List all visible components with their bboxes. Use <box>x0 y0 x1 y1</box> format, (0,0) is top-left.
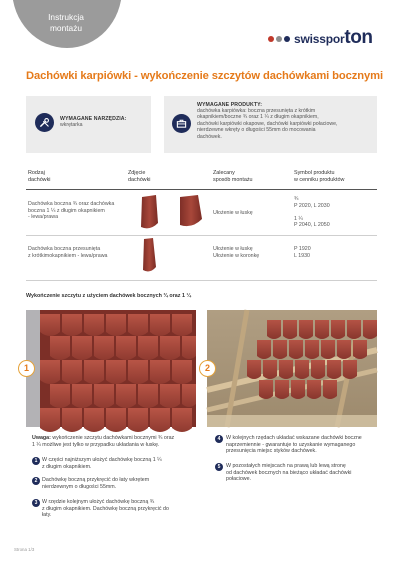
table-header-photo <box>128 170 150 183</box>
logo-text-part1: swisspor <box>294 32 345 46</box>
logo-text-part2: ton <box>344 27 373 48</box>
step-3-line-1: W rzędzie kolejnym ułożyć dachówkę boczną ¾ <box>42 499 155 505</box>
th-photo-line1: Zdjęcie <box>128 170 146 176</box>
step-2-text <box>42 477 149 490</box>
r1-type-line2: boczna 1 ¼ z długim okapnikiem <box>28 207 105 214</box>
table-row-2-method <box>213 246 259 259</box>
step-1-line-2: z długim okapnikiem. <box>42 463 92 470</box>
note-label: Uwaga: <box>32 435 51 441</box>
step-3-line-3: łaty. <box>42 512 52 519</box>
products-line-5: dachówek. <box>197 133 222 140</box>
table-row-rule <box>26 235 377 236</box>
page-title: Dachówki karpiówki - wykończenie szczytów dachówkami bocznymi <box>26 70 383 82</box>
th-method-line1: Zalecany <box>213 170 235 176</box>
table-row-1-photo <box>136 193 210 233</box>
corner-line-1: Instrukcja <box>48 12 84 22</box>
step-3-text <box>42 499 169 519</box>
tile-scale-photo <box>26 310 196 427</box>
r1-sym-3 <box>294 209 330 216</box>
table-row-1-type <box>28 201 114 221</box>
installation-photo-2 <box>204 310 377 427</box>
table-header-symbol <box>294 170 344 183</box>
r2-sym-1: P 1920 <box>294 246 311 252</box>
step-5-text <box>226 463 351 483</box>
table-row-2-symbol <box>294 246 311 259</box>
th-type-line1: Rodzaj <box>28 170 45 176</box>
table-row-2-photo <box>138 237 162 275</box>
th-photo-line2: dachówki <box>128 176 151 183</box>
step-3-line-2: z długim okapnikiem. Dachówkę boczną przykręcić do <box>42 505 169 512</box>
tools-value: wkrętarka <box>60 122 83 128</box>
products-heading: WYMAGANE PRODUKTY: <box>197 102 263 108</box>
table-bottom-rule <box>26 280 377 281</box>
step-4-line-2: naprzemiennie - gwarantuje to uzyskanie wymaganego <box>226 441 356 448</box>
table-row-2-type <box>28 246 107 259</box>
r2-type-line1: Dachówka boczna przesunięta <box>28 246 101 252</box>
logo-wordmark <box>294 27 372 49</box>
r1-sym-1: ¾ <box>294 196 299 202</box>
step-2-line-2: nierdzewnym o długości 55mm. <box>42 483 117 490</box>
table-header-method <box>213 170 253 183</box>
r2-sym-2: L 1930 <box>294 252 311 259</box>
r1-sym-5: P 2040, L 2050 <box>294 222 330 229</box>
photo-1-badge: 1 <box>18 360 35 377</box>
step-3-number: 3 <box>32 499 40 507</box>
r1-type-line3: - lewa/prawa <box>28 214 59 221</box>
installation-photo-1 <box>23 310 196 427</box>
step-1-text <box>42 457 162 470</box>
brand-logo <box>268 24 378 50</box>
photo-2-badge: 2 <box>199 360 216 377</box>
r2-type-line2: z krótkimokapnikiem - lewa/prawa <box>28 252 108 259</box>
step-2-line-1: Dachówkę boczną przykręcić do łaty wkrętem <box>42 477 150 483</box>
table-row-1-symbol <box>294 196 330 229</box>
th-type-line2: dachówki <box>28 176 51 183</box>
required-tools-panel <box>26 96 151 153</box>
toolbox-icon <box>172 114 191 133</box>
step-1-number: 1 <box>32 457 40 465</box>
step-1-line-1: W części najniższym ułożyć dachówkę boczną 1 ¼ <box>42 457 162 463</box>
r1-sym-2: P 2020, L 2030 <box>294 202 330 209</box>
products-line-2: okapnikiem/boczne ¾ oraz 1 ¼ z długim okapnikiem, <box>197 114 319 121</box>
step-5-line-2: od dachówek bocznych na bieżąco układać dachówki <box>226 469 352 476</box>
logo-dot-navy <box>284 36 290 42</box>
step-5-line-3: połaciowe. <box>226 476 252 483</box>
logo-dots-icon <box>268 36 296 44</box>
table-header-rule <box>26 189 377 190</box>
r1-sym-4: 1 ¼ <box>294 215 303 222</box>
r2-method-2: Ułożenie w koronkę <box>213 252 260 259</box>
warning-note <box>32 435 196 448</box>
gable-edge-photo <box>207 310 377 427</box>
tools-heading: WYMAGANE NARZĘDZIA: <box>60 116 127 122</box>
step-5-number: 5 <box>215 463 223 471</box>
shifted-side-tile-image <box>138 237 162 275</box>
page-number: Strona 1/3 <box>14 547 35 552</box>
logo-dot-grey <box>276 36 282 42</box>
side-tile-pair-image <box>136 193 210 233</box>
th-method-line2: sposób montażu <box>213 176 253 183</box>
note-line-2: 1 ¼ możliwe jest tylko w przypadku układania w łuskę. <box>32 441 160 448</box>
tools-icon <box>35 113 54 132</box>
step-4-text <box>226 435 362 455</box>
r2-method-1: Ułożenie w łuskę <box>213 246 253 252</box>
tools-text-block <box>60 116 126 128</box>
step-4-line-1: W kolejnych rzędach układać wskazane dachówki boczne <box>226 435 362 441</box>
logo-dot-red <box>268 36 274 42</box>
step-5-line-1: W pozostałych miejscach na prawą lub lewą stronę <box>226 463 346 469</box>
section-title: Wykończenie szczytu z użyciem dachówek bocznych ¾ oraz 1 ¼ <box>26 293 191 299</box>
r1-type-line1: Dachówka boczna ¾ oraz dachówka <box>28 201 115 207</box>
note-line-1: wykończenie szczytu dachówkami bocznymi ¾ oraz <box>50 435 175 441</box>
step-2-number: 2 <box>32 477 40 485</box>
th-symbol-line1: Symbol produktu <box>294 170 335 176</box>
corner-label <box>34 12 98 34</box>
products-line-1: dachówka karpiówka: boczna przesunięta z krótkim <box>197 108 316 114</box>
products-line-4: nierdzewne wkręty o długości 55mm do mocowania <box>197 127 316 134</box>
step-4-line-3: przesunięcia miejsc styków dachówek. <box>226 448 317 455</box>
table-row-1-method: Ułożenie w łuskę <box>213 210 253 216</box>
corner-line-2: montażu <box>49 23 83 33</box>
th-symbol-line2: w cenniku produktów <box>294 176 345 183</box>
table-header-type <box>28 170 50 183</box>
products-text-block <box>197 102 373 140</box>
required-products-panel <box>164 96 377 153</box>
products-line-3: dachówki karpiówki okapowe, dachówki karpiówki połaciowe, <box>197 120 338 127</box>
step-4-number: 4 <box>215 435 223 443</box>
